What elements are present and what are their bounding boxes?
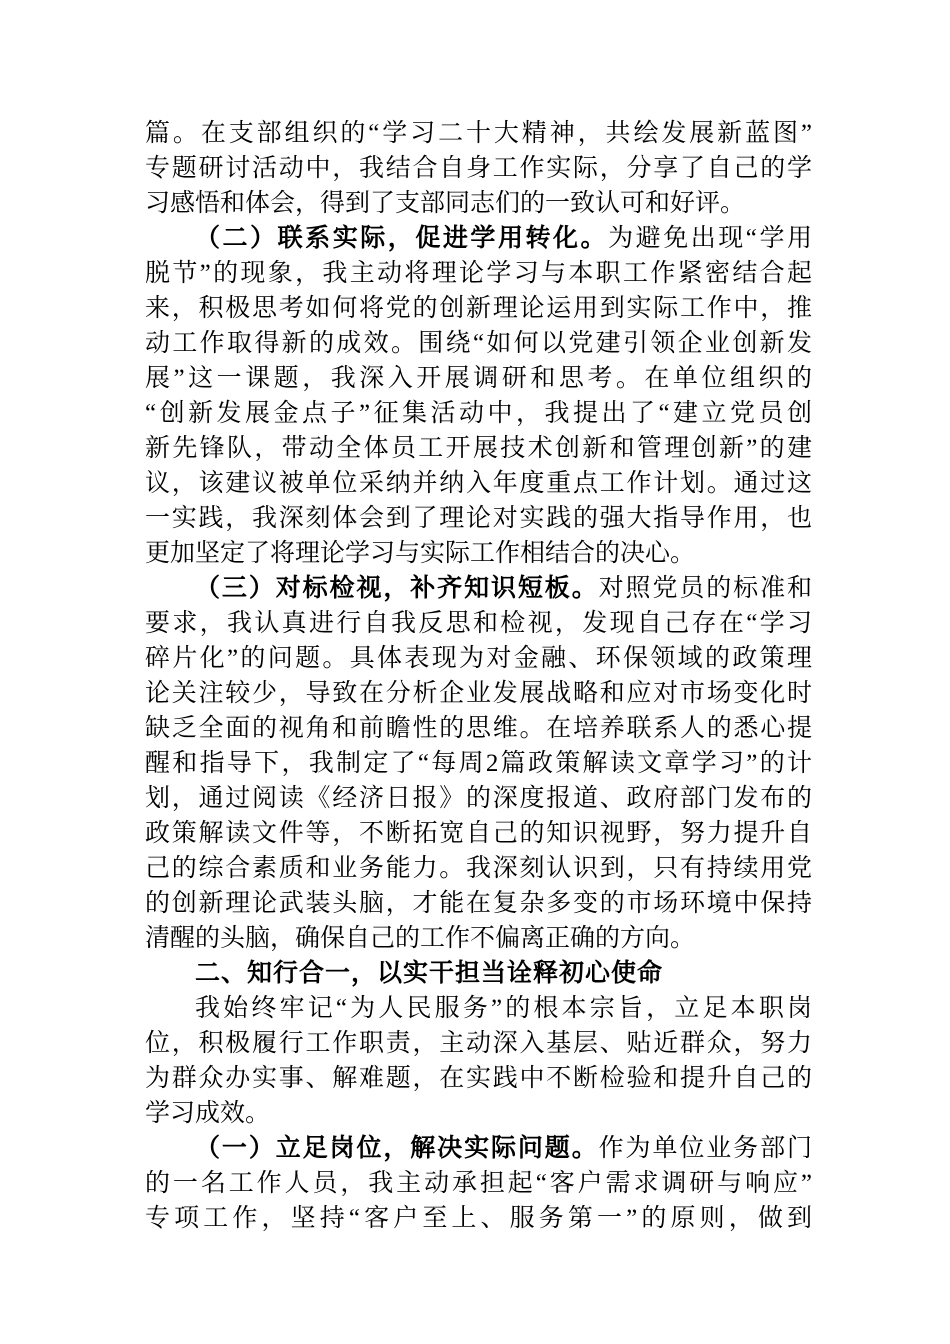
body-text: 我始终牢记“为人民服务”的根本宗旨，立足本职岗 <box>195 995 812 1022</box>
paragraph-lead-emphasis: （一）立足岗位，解决实际问题。 <box>195 1135 599 1162</box>
body-text: 论关注较少，导致在分析企业发展战略和应对市场变化时 <box>145 680 812 707</box>
body-text: 专项工作，坚持“客户至上、服务第一”的原则，做到 <box>145 1205 812 1232</box>
body-text: 政策解读文件等，不断拓宽自己的知识视野，努力提升自 <box>145 820 812 847</box>
body-text: 己的综合素质和业务能力。我深刻认识到，只有持续用党 <box>145 855 812 882</box>
text-line <box>145 921 812 956</box>
body-text: 来，积极思考如何将党的创新理论运用到实际工作中，推 <box>145 295 812 322</box>
paragraph-lead-emphasis: （三）对标检视，补齐知识短板。 <box>195 575 599 602</box>
text-line <box>145 501 812 536</box>
body-text: 要求，我认真进行自我反思和检视，发现自己存在“学习 <box>145 610 812 637</box>
body-text: 专题研讨活动中，我结合自身工作实际，分享了自己的学 <box>145 155 812 182</box>
text-line <box>145 1026 812 1061</box>
text-line <box>145 816 812 851</box>
text-line <box>145 641 812 676</box>
body-text: “创新发展金点子”征集活动中，我提出了“建立党员创 <box>145 400 812 427</box>
heading-text: 二、知行合一，以实干担当诠释初心使命 <box>195 959 664 987</box>
body-text: 新先锋队，带动全体员工开展技术创新和管理创新”的建 <box>145 435 812 462</box>
document-text <box>145 116 812 1236</box>
paragraph-lead-emphasis: （二）联系实际，促进学用转化。 <box>195 225 609 252</box>
body-text: 一实践，我深刻体会到了理论对实践的强大指导作用，也 <box>145 505 812 532</box>
text-line <box>145 991 812 1026</box>
text-line <box>145 746 812 781</box>
body-text: 学习成效。 <box>145 1100 271 1127</box>
body-text: 为避免出现“学用 <box>608 225 812 252</box>
text-line <box>145 571 812 606</box>
text-line <box>145 1166 812 1201</box>
body-text: 更加坚定了将理论学习与实际工作相结合的决心。 <box>145 540 696 567</box>
text-line <box>145 606 812 641</box>
text-line <box>145 711 812 746</box>
text-line <box>145 781 812 816</box>
text-line <box>145 256 812 291</box>
body-text: 习感悟和体会，得到了支部同志们的一致认可和好评。 <box>145 190 746 217</box>
text-line <box>145 1096 812 1131</box>
body-text: 位，积极履行工作职责，主动深入基层、贴近群众，努力 <box>145 1030 812 1057</box>
body-text: 清醒的头脑，确保自己的工作不偏离正确的方向。 <box>145 925 696 952</box>
text-line <box>145 361 812 396</box>
body-text: 缺乏全面的视角和前瞻性的思维。在培养联系人的悉心提 <box>145 715 812 742</box>
body-text: 动工作取得新的成效。围绕“如何以党建引领企业创新发 <box>145 330 812 357</box>
body-text: 篇。在支部组织的“学习二十大精神，共绘发展新蓝图” <box>145 120 812 147</box>
text-line <box>145 186 812 221</box>
body-text: 划，通过阅读《经济日报》的深度报道、政府部门发布的 <box>145 785 812 812</box>
body-text: 作为单位业务部门 <box>598 1135 812 1162</box>
body-text: 的一名工作人员，我主动承担起“客户需求调研与响应” <box>145 1170 812 1197</box>
section-heading <box>145 956 812 991</box>
body-text: 碎片化”的问题。具体表现为对金融、环保领域的政策理 <box>145 645 812 672</box>
text-line <box>145 1201 812 1236</box>
text-line <box>145 326 812 361</box>
body-text: 脱节”的现象，我主动将理论学习与本职工作紧密结合起 <box>145 260 812 287</box>
body-text: 的创新理论武装头脑，才能在复杂多变的市场环境中保持 <box>145 890 812 917</box>
text-line <box>145 676 812 711</box>
body-text: 展”这一课题，我深入开展调研和思考。在单位组织的 <box>145 365 812 392</box>
text-line <box>145 886 812 921</box>
text-line <box>145 1131 812 1166</box>
text-line <box>145 291 812 326</box>
text-line <box>145 536 812 571</box>
text-line <box>145 221 812 256</box>
text-line <box>145 466 812 501</box>
text-line <box>145 431 812 466</box>
body-text: 醒和指导下，我制定了“每周2篇政策解读文章学习”的计 <box>145 750 812 777</box>
body-text: 议，该建议被单位采纳并纳入年度重点工作计划。通过这 <box>145 470 812 497</box>
text-line <box>145 116 812 151</box>
text-line <box>145 851 812 886</box>
text-line <box>145 151 812 186</box>
text-line <box>145 396 812 431</box>
text-line <box>145 1061 812 1096</box>
body-text: 为群众办实事、解难题，在实践中不断检验和提升自己的 <box>145 1065 812 1092</box>
body-text: 对照党员的标准和 <box>598 575 812 602</box>
